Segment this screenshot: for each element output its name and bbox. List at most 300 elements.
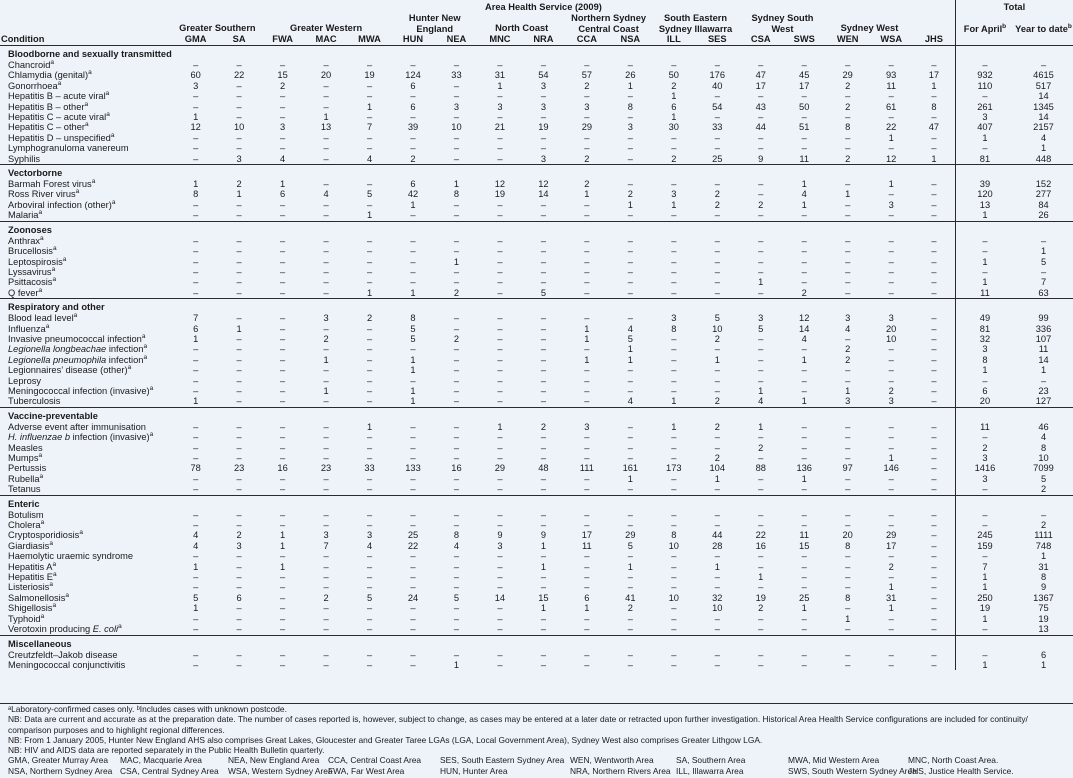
table-cell: –: [845, 649, 851, 660]
table-cell: 1: [758, 572, 764, 583]
table-row: [0, 267, 1073, 277]
table-cell: –: [497, 453, 503, 463]
table-cell: –: [888, 484, 894, 495]
total-cell: 1: [955, 210, 1014, 221]
total-cell: –: [955, 236, 1014, 246]
condition-name: Brucellosis$^a$: [8, 246, 57, 257]
table-cell: –: [497, 385, 503, 396]
group-south-eastern-sydney-illawarra: South Eastern Sydney Illawarra: [658, 13, 733, 34]
table-cell: 5: [453, 592, 460, 603]
table-cell: –: [453, 344, 460, 355]
table-row: [0, 81, 1073, 91]
table-cell: –: [671, 624, 677, 635]
condition-name: Tuberculosis: [8, 396, 61, 407]
table-cell: 2: [758, 442, 764, 453]
table-cell: –: [410, 277, 416, 288]
table-cell: –: [888, 375, 894, 386]
table-cell: 22: [886, 122, 897, 133]
table-cell: 1: [193, 112, 199, 123]
abbreviation-item: CCA, Central Coast Area: [328, 755, 422, 766]
total-cell: 1: [1040, 143, 1047, 154]
table-cell: 4: [801, 189, 807, 200]
table-cell: –: [453, 277, 460, 288]
table-cell: –: [366, 572, 373, 583]
table-cell: –: [714, 235, 720, 246]
table-row: [0, 70, 1073, 80]
table-cell: –: [280, 246, 286, 257]
table-cell: –: [627, 484, 633, 495]
table-cell: 2: [714, 396, 720, 407]
table-cell: 1: [193, 561, 199, 572]
table-cell: –: [758, 509, 764, 520]
table-cell: –: [801, 484, 807, 495]
table-cell: 33: [712, 122, 723, 133]
table-cell: –: [193, 153, 199, 164]
table-cell: 12: [538, 179, 549, 190]
table-cell: 1: [236, 323, 242, 334]
table-cell: 8: [193, 189, 199, 200]
table-cell: –: [453, 624, 460, 635]
table-row: [0, 210, 1073, 221]
total-cell: 1345: [1033, 101, 1054, 112]
table-row: [0, 288, 1073, 299]
area-health-service-title: Area Health Service (2009): [485, 2, 602, 12]
condition-name: Botulism: [8, 509, 44, 520]
total-cell: 1416: [955, 463, 1014, 473]
table-cell: 2: [540, 421, 546, 432]
section-title: Enteric: [0, 495, 955, 510]
table-cell: –: [845, 572, 851, 583]
table-cell: –: [931, 659, 937, 670]
table-cell: –: [627, 385, 633, 396]
for-april-header: For April$^b$: [955, 13, 1014, 34]
group-hunter-new-england: Hunter New England: [408, 13, 461, 34]
table-cell: –: [410, 509, 416, 520]
condition-name: Hepatitis B – acute viral$^a$: [8, 91, 110, 102]
table-row: [0, 334, 1073, 344]
table-cell: 47: [928, 122, 940, 133]
condition-name: Hepatitis $E^a$: [8, 572, 57, 583]
table-cell: 111: [579, 463, 594, 474]
table-cell: –: [627, 266, 633, 277]
condition-name: Typhoid$^a$: [8, 613, 45, 624]
area-code-header: SA: [232, 34, 246, 44]
table-row: [0, 484, 1073, 495]
table-cell: 3: [497, 540, 503, 551]
total-cell: 4: [1040, 132, 1047, 143]
table-cell: –: [236, 385, 242, 396]
table-cell: –: [193, 101, 199, 112]
table-cell: –: [931, 540, 937, 551]
table-cell: –: [540, 520, 546, 531]
total-cell: 81: [955, 154, 1014, 165]
total-cell: –: [955, 432, 1014, 442]
table-cell: 1: [888, 132, 894, 143]
table-cell: –: [627, 375, 633, 386]
table-cell: –: [714, 649, 720, 660]
table-cell: 2: [714, 453, 720, 463]
table-cell: –: [671, 210, 677, 221]
table-cell: 40: [712, 80, 723, 91]
condition-name: Influenza$^a$: [8, 323, 50, 334]
table-cell: –: [584, 385, 590, 396]
table-row: [0, 582, 1073, 592]
table-cell: –: [801, 649, 807, 660]
total-cell: 2: [955, 443, 1014, 453]
table-cell: –: [280, 421, 286, 432]
table-cell: 1: [323, 385, 329, 396]
total-cell: 31: [1038, 561, 1049, 572]
table-cell: –: [584, 277, 590, 288]
table-cell: –: [323, 235, 329, 246]
table-cell: 1: [497, 421, 503, 432]
table-cell: –: [193, 199, 199, 210]
table-cell: –: [236, 60, 242, 70]
condition-name: Blood lead level$^a$: [8, 313, 78, 324]
table-cell: –: [193, 354, 199, 365]
table-cell: –: [714, 572, 720, 583]
abbreviation-item: HUN, Hunter Area: [440, 765, 508, 776]
table-cell: –: [280, 659, 286, 670]
table-cell: –: [758, 365, 764, 376]
table-cell: –: [758, 246, 764, 257]
condition-name: Leptospirosis$^a$: [8, 256, 67, 267]
total-cell: 14: [1038, 91, 1049, 102]
total-cell: –: [1040, 235, 1047, 246]
table-cell: 1: [366, 421, 373, 432]
table-row: [0, 541, 1073, 551]
table-cell: –: [410, 551, 416, 562]
table-cell: 6: [280, 189, 286, 200]
table-cell: 23: [233, 463, 245, 474]
table-row: [0, 189, 1073, 199]
table-cell: 3: [671, 313, 677, 324]
table-cell: –: [323, 649, 329, 660]
condition-name: Cryptosporidiosis$^a$: [8, 530, 83, 541]
table-cell: –: [366, 659, 373, 670]
table-cell: –: [280, 256, 286, 267]
table-cell: 54: [538, 70, 549, 81]
table-cell: 2: [584, 153, 590, 164]
table-cell: –: [584, 551, 590, 562]
table-cell: –: [671, 473, 677, 484]
table-cell: 14: [538, 189, 549, 200]
table-cell: 1: [366, 101, 373, 112]
table-cell: –: [280, 354, 286, 365]
table-cell: –: [888, 287, 894, 298]
total-cell: 4615: [1033, 70, 1054, 81]
table-cell: –: [193, 453, 199, 463]
table-cell: 1: [627, 344, 633, 355]
table-cell: 16: [755, 540, 766, 551]
table-cell: 1: [627, 473, 633, 484]
table-cell: –: [193, 421, 199, 432]
table-cell: 11: [886, 80, 897, 91]
table-cell: 47: [755, 70, 766, 81]
table-cell: 12: [799, 313, 810, 324]
table-cell: –: [410, 235, 416, 246]
table-cell: –: [497, 153, 503, 164]
table-cell: –: [671, 509, 677, 520]
table-cell: –: [366, 266, 373, 277]
total-cell: 7: [955, 562, 1014, 572]
table-cell: 5: [410, 333, 416, 344]
table-row: [0, 355, 1073, 365]
total-cell: 8: [955, 355, 1014, 365]
table-cell: 1: [671, 421, 677, 432]
condition-name: Ross River virus$^a$: [8, 189, 80, 200]
condition-name: Shigellosis$^a$: [8, 603, 57, 614]
table-cell: –: [453, 266, 460, 277]
total-cell: 748: [1035, 540, 1052, 551]
table-cell: –: [931, 520, 937, 531]
table-cell: 8: [453, 530, 460, 541]
table-cell: 6: [236, 592, 242, 603]
table-cell: 8: [845, 122, 851, 133]
table-cell: –: [540, 333, 546, 344]
table-cell: 10: [886, 333, 897, 344]
table-cell: –: [236, 199, 242, 210]
table-cell: –: [453, 396, 460, 407]
area-code-header: ILL: [666, 34, 681, 44]
table-row: [0, 443, 1073, 453]
table-cell: –: [497, 354, 503, 365]
table-cell: –: [236, 442, 242, 453]
table-cell: –: [584, 313, 590, 324]
table-cell: –: [671, 365, 677, 376]
table-cell: –: [758, 143, 764, 154]
total-cell: 1: [955, 365, 1014, 375]
table-cell: 2: [845, 153, 851, 164]
table-cell: –: [671, 520, 677, 531]
table-cell: –: [453, 375, 460, 386]
table-cell: –: [280, 582, 286, 593]
table-cell: 1: [714, 561, 720, 572]
condition-name: Meningococcal conjunctivitis: [8, 659, 126, 670]
table-cell: –: [236, 344, 242, 355]
table-cell: 3: [323, 313, 329, 324]
table-cell: –: [497, 344, 503, 355]
table-cell: –: [845, 659, 851, 670]
table-cell: –: [888, 277, 894, 288]
table-cell: 48: [538, 463, 549, 474]
table-cell: –: [758, 354, 764, 365]
table-cell: –: [236, 80, 242, 91]
table-row: [0, 179, 1073, 189]
table-cell: –: [497, 520, 503, 531]
table-cell: –: [410, 421, 416, 432]
table-cell: 104: [709, 463, 726, 474]
table-cell: –: [497, 613, 503, 624]
table-cell: 2: [627, 189, 633, 200]
footnote-data-currency-cont: comparison purposes and to highlight regional differences.: [8, 724, 225, 735]
table-cell: 2: [801, 287, 807, 298]
table-cell: –: [584, 365, 590, 376]
table-cell: 31: [494, 70, 506, 81]
table-cell: –: [931, 530, 937, 541]
table-cell: 4: [366, 153, 373, 164]
table-cell: –: [584, 396, 590, 407]
total-cell: –: [955, 91, 1014, 101]
table-cell: 22: [755, 530, 766, 541]
total-cell: –: [1040, 509, 1047, 520]
table-cell: –: [323, 132, 329, 143]
table-cell: –: [236, 520, 242, 531]
table-cell: –: [497, 235, 503, 246]
table-cell: 14: [494, 592, 506, 603]
table-cell: –: [671, 277, 677, 288]
area-code-header: JHS: [924, 34, 943, 44]
table-cell: 2: [758, 603, 764, 614]
abbreviation-item: NRA, Northern Rivers Area: [570, 765, 671, 776]
table-cell: 17: [886, 540, 897, 551]
section-title: Miscellaneous: [0, 635, 955, 650]
table-cell: –: [410, 344, 416, 355]
abbreviation-item: SWS, South Western Sydney Area: [788, 765, 917, 776]
table-cell: –: [627, 91, 633, 102]
table-cell: –: [453, 313, 460, 324]
table-cell: –: [540, 659, 546, 670]
table-cell: –: [453, 561, 460, 572]
table-cell: –: [671, 551, 677, 562]
table-cell: 1: [410, 287, 416, 298]
total-cell: 3: [955, 344, 1014, 354]
total-cell: 3: [955, 453, 1014, 463]
table-cell: –: [280, 210, 286, 221]
table-cell: –: [931, 199, 937, 210]
table-cell: 2: [845, 80, 851, 91]
table-cell: –: [801, 132, 807, 143]
area-code-header: SES: [707, 34, 727, 44]
table-cell: –: [584, 256, 590, 267]
table-cell: –: [931, 463, 937, 474]
table-cell: –: [236, 582, 242, 593]
table-cell: –: [453, 484, 460, 495]
table-cell: –: [931, 60, 937, 70]
table-cell: –: [193, 659, 199, 670]
table-cell: –: [366, 333, 373, 344]
total-cell: 49: [955, 313, 1014, 323]
condition-header: Condition: [1, 34, 45, 44]
footnote-hiv: NB: HIV and AIDS data are reported separately in the Public Health Bulletin quarterly.: [8, 745, 325, 756]
table-cell: –: [236, 649, 242, 660]
table-cell: –: [584, 287, 590, 298]
table-cell: –: [845, 473, 851, 484]
table-cell: 1: [410, 199, 416, 210]
table-cell: –: [236, 365, 242, 376]
table-cell: –: [323, 277, 329, 288]
table-cell: –: [801, 572, 807, 583]
table-cell: 17: [799, 80, 810, 91]
table-cell: –: [714, 112, 720, 123]
total-cell: 32: [955, 334, 1014, 344]
group-sydney-south-west: Sydney South West: [751, 13, 814, 34]
table-cell: –: [540, 143, 546, 154]
table-cell: –: [540, 91, 546, 102]
total-cell: –: [1040, 266, 1047, 277]
table-cell: –: [584, 432, 590, 443]
table-cell: –: [497, 323, 503, 334]
table-cell: 146: [883, 463, 899, 474]
table-cell: –: [280, 375, 286, 386]
table-cell: –: [280, 453, 286, 463]
table-row: [0, 660, 1073, 670]
table-cell: –: [671, 246, 677, 257]
table-cell: –: [453, 143, 460, 154]
table-cell: 4: [845, 323, 851, 334]
table-cell: –: [801, 375, 807, 386]
table-cell: –: [627, 572, 633, 583]
table-cell: 2: [845, 344, 851, 355]
total-cell: 13: [1038, 624, 1049, 635]
table-cell: 1: [758, 385, 764, 396]
table-cell: –: [323, 473, 329, 484]
table-cell: –: [453, 520, 460, 531]
table-cell: 3: [453, 101, 460, 112]
table-cell: –: [845, 277, 851, 288]
table-cell: –: [671, 287, 677, 298]
table-cell: –: [410, 246, 416, 257]
table-cell: 2: [714, 189, 720, 200]
total-cell: 1: [955, 572, 1014, 582]
abbreviation-item: SES, South Eastern Sydney Area: [440, 755, 565, 766]
total-cell: 152: [1035, 179, 1052, 190]
table-cell: –: [280, 235, 286, 246]
table-cell: –: [627, 313, 633, 324]
table-cell: –: [323, 432, 329, 443]
table-cell: 5: [627, 333, 633, 344]
table-cell: –: [193, 582, 199, 593]
table-cell: 61: [886, 101, 897, 112]
table-cell: –: [366, 112, 373, 123]
table-cell: –: [584, 91, 590, 102]
condition-name: Rubella$^a$: [8, 473, 44, 484]
table-cell: 1: [540, 561, 546, 572]
table-cell: –: [801, 246, 807, 257]
table-cell: 4: [366, 540, 373, 551]
table-cell: –: [453, 91, 460, 102]
table-row: [0, 562, 1073, 572]
table-cell: –: [540, 375, 546, 386]
table-cell: –: [845, 561, 851, 572]
table-cell: 22: [407, 540, 419, 551]
table-cell: 11: [582, 540, 592, 551]
table-cell: 136: [796, 463, 812, 474]
table-cell: –: [366, 132, 373, 143]
table-cell: –: [845, 582, 851, 593]
table-cell: –: [714, 287, 720, 298]
table-row: [0, 143, 1073, 153]
table-cell: –: [714, 132, 720, 143]
table-cell: 29: [886, 530, 897, 541]
table-cell: 9: [497, 530, 503, 541]
table-cell: –: [193, 365, 199, 376]
total-cell: 26: [1038, 210, 1049, 221]
table-row: [0, 624, 1073, 635]
total-cell: 127: [1035, 396, 1052, 407]
section-title: Vaccine-preventable: [0, 407, 955, 422]
table-cell: –: [714, 277, 720, 288]
table-cell: –: [236, 624, 242, 635]
table-cell: 15: [277, 70, 288, 81]
table-cell: –: [497, 210, 503, 221]
table-cell: –: [193, 344, 199, 355]
table-row: [0, 614, 1073, 624]
table-cell: 2: [323, 592, 329, 603]
table-cell: –: [280, 112, 286, 123]
table-cell: 2: [888, 385, 894, 396]
table-cell: –: [410, 582, 416, 593]
